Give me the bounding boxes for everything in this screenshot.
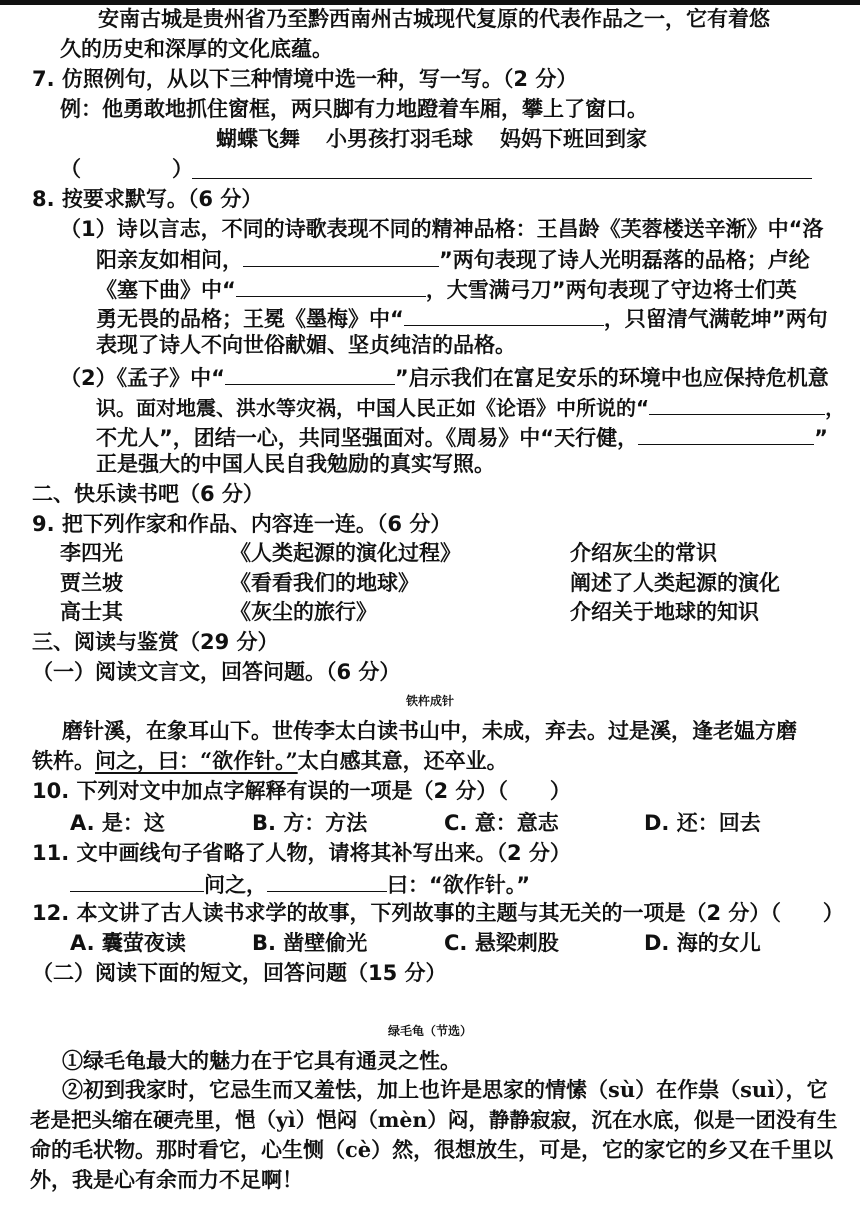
q8-p1-line-4b: ，只留清气满乾坤”两句 — [603, 307, 828, 331]
q8-blank-5[interactable] — [649, 392, 825, 415]
q11-blank-1[interactable] — [70, 869, 204, 892]
q7-paren-close: ） — [172, 157, 193, 181]
part1-story-title: 铁杵成针 — [405, 694, 454, 708]
q12-option-a[interactable]: A. 囊萤夜读 — [70, 931, 186, 955]
part2-paragraph-2-line-4: 外，我是心有余而力不足啊！ — [30, 1167, 303, 1192]
q8-blank-6[interactable] — [638, 422, 814, 445]
intro-line-1: 安南古城是贵州省乃至黔西南州古城现代复原的代表作品之一，它有着悠 — [98, 6, 770, 31]
part1-text-line-2a: 铁杵。 — [32, 748, 95, 773]
q9-work-1[interactable]: 《人类起源的演化过程》 — [230, 541, 461, 565]
section-3-title: 三、阅读与鉴赏（29 分） — [32, 630, 279, 654]
q8-blank-4[interactable] — [225, 362, 395, 385]
q8-p2-line-3a: 不尤人”，团结一心，共同坚强面对。《周易》中“天行健， — [96, 426, 639, 450]
part2-paragraph-2-line-1: ②初到我家时，它忌生而又羞怯，加上也许是思家的情愫（sù）在作祟（suì），它 — [62, 1077, 828, 1102]
part1-title: （一）阅读文言文，回答问题。（6 分） — [32, 660, 401, 684]
part2-paragraph-2-line-3: 命的毛状物。那时看它，心生恻（cè）然，很想放生，可是，它的家它的乡又在千里以 — [30, 1137, 834, 1162]
q8-p1-line-1: （1）诗以言志，不同的诗歌表现不同的精神品格：王昌龄《芙蓉楼送辛渐》中“洛 — [60, 217, 824, 241]
q7-option-2: 小男孩打羽毛球 — [326, 127, 473, 151]
q8-blank-1[interactable] — [243, 244, 439, 267]
section-2-title: 二、快乐读书吧（6 分） — [32, 482, 264, 506]
q11-mid-text: 问之， — [204, 873, 267, 897]
part2-paragraph-1: ①绿毛龟最大的魅力在于它具有通灵之性。 — [62, 1048, 461, 1073]
q9-content-3[interactable]: 介绍关于地球的知识 — [570, 600, 759, 624]
q9-content-2[interactable]: 阐述了人类起源的演化 — [570, 571, 780, 595]
q8-p1-line-4a: 勇无畏的品格；王冕《墨梅》中“ — [96, 307, 404, 331]
q8-blank-3[interactable] — [404, 303, 604, 326]
q8-p1-line-3a: 《塞下曲》中“ — [96, 278, 236, 302]
q9-work-2[interactable]: 《看看我们的地球》 — [230, 571, 419, 595]
q8-p1-line-5: 表现了诗人不向世俗献媚、坚贞纯洁的品格。 — [96, 333, 516, 357]
q11-title: 11. 文中画线句子省略了人物，请将其补写出来。（2 分） — [32, 841, 571, 865]
q9-content-1[interactable]: 介绍灰尘的常识 — [570, 541, 717, 565]
q8-blank-2[interactable] — [236, 274, 426, 297]
q9-work-3[interactable]: 《灰尘的旅行》 — [230, 600, 377, 624]
part2-story-title: 绿毛龟（节选） — [387, 1024, 472, 1038]
q8-p1-line-2a: 阳亲友如相问， — [96, 248, 243, 272]
q11-blank-2[interactable] — [267, 869, 387, 892]
part1-text-line-2c: 太白感其意，还卒业。 — [297, 748, 508, 773]
q10-option-c[interactable]: C. 意：意志 — [444, 811, 559, 835]
intro-line-2: 久的历史和深厚的文化底蕴。 — [60, 36, 333, 61]
q8-title: 8. 按要求默写。（6 分） — [32, 187, 263, 211]
q10-option-d[interactable]: D. 还：回去 — [644, 811, 761, 835]
q7-example: 例：他勇敢地抓住窗框，两只脚有力地蹬着车厢，攀上了窗口。 — [60, 97, 648, 121]
q7-answer-line[interactable] — [192, 178, 812, 179]
q8-p2-line-4: 正是强大的中国人民自我勉励的真实写照。 — [96, 452, 495, 476]
q7-title: 7. 仿照例句，从以下三种情境中选一种，写一写。（2 分） — [32, 67, 578, 91]
q8-p2-line-2b: ， — [825, 396, 846, 420]
q9-author-1[interactable]: 李四光 — [60, 541, 123, 565]
part2-paragraph-2-line-2: 老是把头缩在硬壳里，悒（yì）悒闷（mèn）闷，静静寂寂，沉在水底，似是一团没有生 — [30, 1108, 838, 1132]
q10-option-b[interactable]: B. 方：方法 — [252, 811, 368, 835]
q10-title: 10. 下列对文中加点字解释有误的一项是（2 分）（ ） — [32, 779, 571, 803]
part1-underlined-sentence: 问之，曰：“欲作针。” — [95, 748, 298, 773]
q8-p2-line-2a: 识。面对地震、洪水等灾祸，中国人民正如《论语》中所说的“ — [96, 396, 650, 420]
q8-p2-line-1a: （2）《孟子》中“ — [60, 366, 225, 390]
q8-p1-line-3b: ，大雪满弓刀”两句表现了守边将士们英 — [425, 278, 797, 302]
q12-option-b[interactable]: B. 凿壁偷光 — [252, 931, 368, 955]
part1-text-line-1: 磨针溪，在象耳山下。世传李太白读书山中，未成，弃去。过是溪，逢老媪方磨 — [62, 718, 797, 743]
q11-end-text: 曰：“欲作针。” — [387, 873, 531, 897]
q8-p2-line-1b: ”启示我们在富足安乐的环境中也应保持危机意 — [394, 366, 829, 390]
part2-title: （二）阅读下面的短文，回答问题（15 分） — [32, 961, 447, 985]
q7-option-1: 蝴蝶飞舞 — [216, 127, 300, 151]
q12-title: 12. 本文讲了古人读书求学的故事，下列故事的主题与其无关的一项是（2 分）（ ） — [32, 901, 844, 925]
q9-title: 9. 把下列作家和作品、内容连一连。（6 分） — [32, 512, 452, 536]
q7-paren-open: （ — [60, 157, 81, 181]
q9-author-2[interactable]: 贾兰坡 — [60, 571, 123, 595]
q12-option-d[interactable]: D. 海的女儿 — [644, 931, 761, 955]
q8-p1-line-2b: ”两句表现了诗人光明磊落的品格；卢纶 — [439, 248, 810, 272]
q9-author-3[interactable]: 高士其 — [60, 600, 123, 624]
q12-option-c[interactable]: C. 悬梁刺股 — [444, 931, 559, 955]
q7-option-3: 妈妈下班回到家 — [500, 127, 647, 151]
q8-p2-line-3b: ” — [814, 426, 828, 450]
q10-option-a[interactable]: A. 是：这 — [70, 811, 165, 835]
